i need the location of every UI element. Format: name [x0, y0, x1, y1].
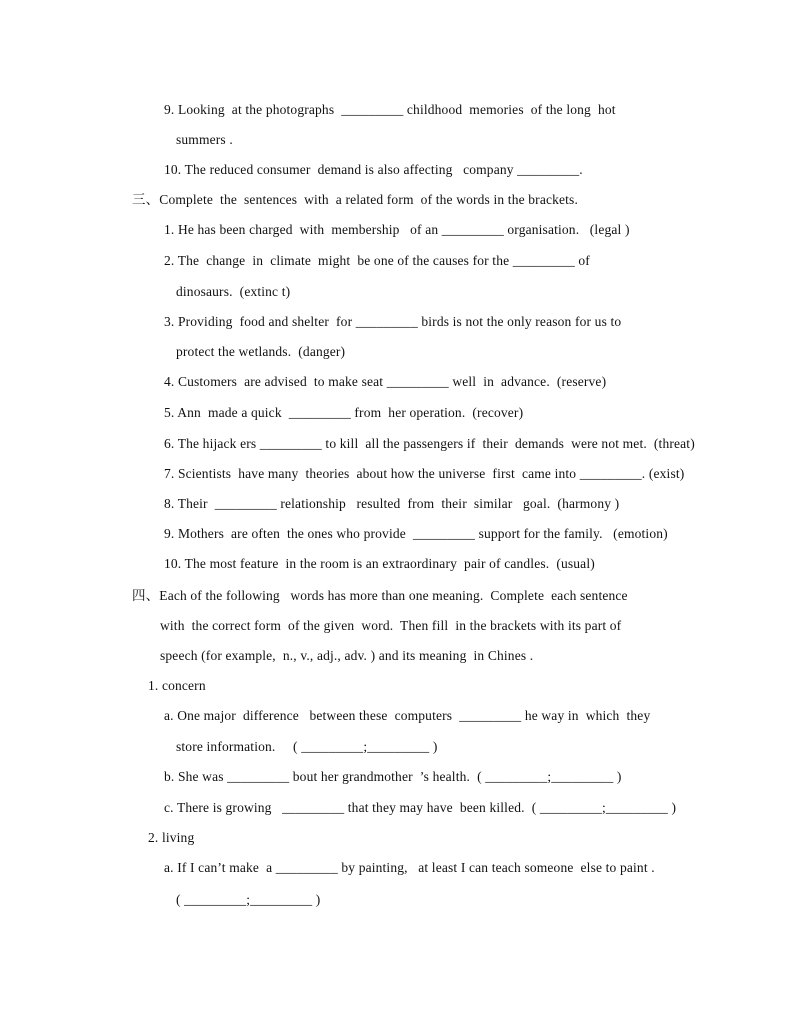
- q3-item-3-line2: protect the wetlands. (danger): [176, 344, 346, 359]
- word-1-item-a-line1: a. One major difference between these computers _________ he way in which they: [164, 708, 651, 723]
- q3-item-1: 1. He has been charged with membership of an _________ organisation. (legal ): [164, 222, 630, 237]
- word-1-item-c: c. There is growing _________ that they may have been killed. ( _________;_________ ): [164, 800, 677, 815]
- word-2-item-a-line2: ( _________;_________ ): [176, 892, 321, 907]
- q3-item-8: 8. Their _________ relationship resulted from their similar goal. (harmony ): [164, 496, 620, 511]
- q3-item-2-line2: dinosaurs. (extinc t): [176, 284, 291, 299]
- word-1-item-b: b. She was _________ bout her grandmother ’s health. ( _________;_________ ): [164, 769, 622, 784]
- q3-item-9: 9. Mothers are often the ones who provide _________ support for the family. (emotion): [164, 526, 668, 541]
- word-1-concern: 1. concern: [148, 678, 206, 693]
- q3-item-2-line1: 2. The change in climate might be one of the causes for the _________ of: [164, 253, 590, 268]
- section-4-heading-line3: speech (for example, n., v., adj., adv. ) and its meaning in Chines .: [160, 648, 534, 663]
- q2-item-10: 10. The reduced consumer demand is also affecting company _________.: [164, 162, 583, 177]
- word-1-item-a-line2: store information. ( _________;_________ ): [176, 739, 438, 754]
- section-3-heading: 三、Complete the sentences with a related form of the words in the brackets.: [132, 192, 578, 207]
- q3-item-4: 4. Customers are advised to make seat _________ well in advance. (reserve): [164, 374, 607, 389]
- word-2-item-a-line1: a. If I can’t make a _________ by painting, at least I can teach someone else to paint .: [164, 860, 655, 875]
- q3-item-6: 6. The hijack ers _________ to kill all the passengers if their demands were not met. (threat): [164, 436, 695, 451]
- q2-item-9-line2: summers .: [176, 132, 233, 147]
- q2-item-9-line1: 9. Looking at the photographs _________ childhood memories of the long hot: [164, 102, 616, 117]
- q3-item-10: 10. The most feature in the room is an extraordinary pair of candles. (usual): [164, 556, 595, 571]
- section-4-heading-line2: with the correct form of the given word. Then fill in the brackets with its part of: [160, 618, 622, 633]
- q3-item-7: 7. Scientists have many theories about how the universe first came into _________. (exist): [164, 466, 685, 481]
- section-4-heading-line1: 四、Each of the following words has more than one meaning. Complete each sentence: [132, 588, 628, 603]
- word-2-living: 2. living: [148, 830, 195, 845]
- q3-item-5: 5. Ann made a quick _________ from her operation. (recover): [164, 405, 524, 420]
- q3-item-3-line1: 3. Providing food and shelter for _________ birds is not the only reason for us to: [164, 314, 622, 329]
